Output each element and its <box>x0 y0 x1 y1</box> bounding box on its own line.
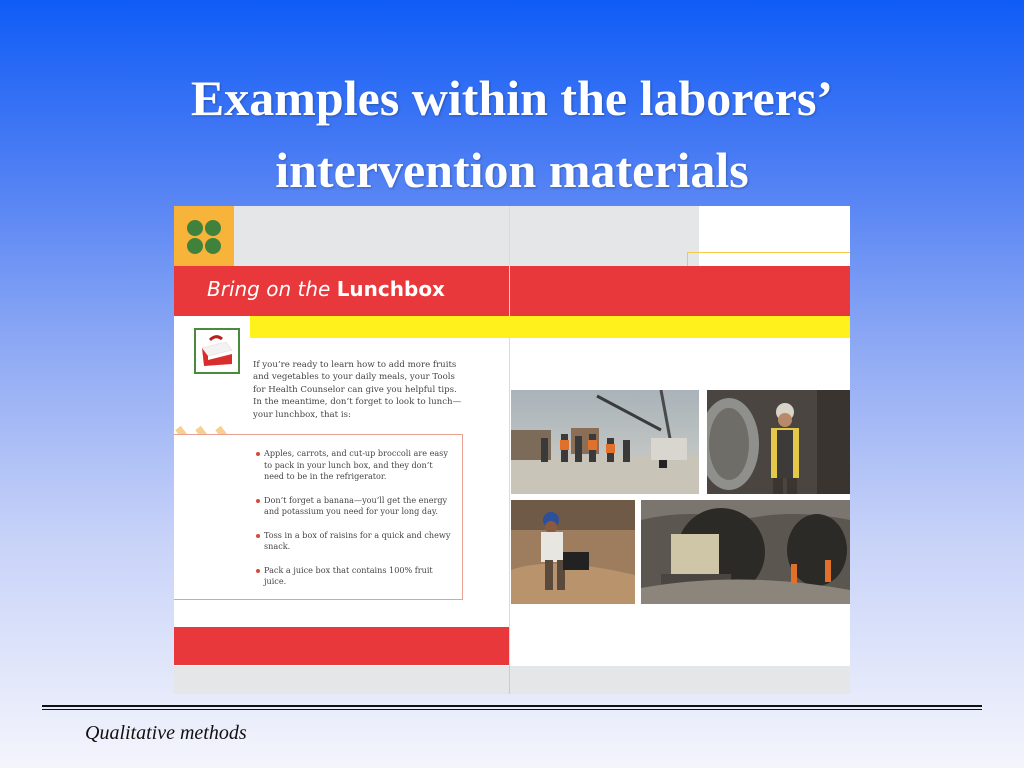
slide-title <box>0 62 1024 206</box>
tip-item: Don’t forget a banana—you’ll get the energy and potassium you need for your long day. <box>256 495 452 518</box>
lunchbox-icon <box>194 328 240 374</box>
brochure-headline <box>207 277 445 301</box>
bottom-gray-band <box>174 666 850 694</box>
four-dots-icon <box>174 206 234 266</box>
bottom-gray-divider <box>509 666 510 694</box>
tip-item: Pack a juice box that contains 100% fruit juice. <box>256 565 452 588</box>
brochure-image <box>174 206 850 694</box>
footer-rule-thick <box>42 705 982 707</box>
intro-paragraph: If you’re ready to learn how to add more fruits and vegetables to your daily meals, your Tools for Health Counselor can give you helpful tips. In the meantime, don’t forget to look to lunch—your lunchbox, that is: <box>253 360 462 420</box>
road-crew-photo <box>511 390 699 494</box>
headline-bold: Lunchbox <box>336 277 445 301</box>
tip-item: Toss in a box of raisins for a quick and chewy snack. <box>256 530 452 553</box>
yellow-band <box>250 316 850 338</box>
headline-light: Bring on the <box>207 277 331 301</box>
tip-item: Apples, carrots, and cut-up broccoli are easy to pack in your lunch box, and they don’t need to be in the refrigerator. <box>256 448 452 483</box>
title-line-2: intervention materials <box>275 142 749 198</box>
tunnel-worker-photo <box>707 390 850 494</box>
footer-label: Qualitative methods <box>85 722 247 744</box>
page-divider <box>509 206 510 694</box>
top-gray-band <box>234 206 699 266</box>
footer-rule-thin <box>42 709 982 710</box>
tunnel-excavator-photo <box>641 500 850 604</box>
title-line-1: Examples within the laborers’ <box>190 70 834 126</box>
digging-worker-photo <box>511 500 635 604</box>
bottom-red-band <box>174 627 509 665</box>
tips-box <box>174 434 463 600</box>
